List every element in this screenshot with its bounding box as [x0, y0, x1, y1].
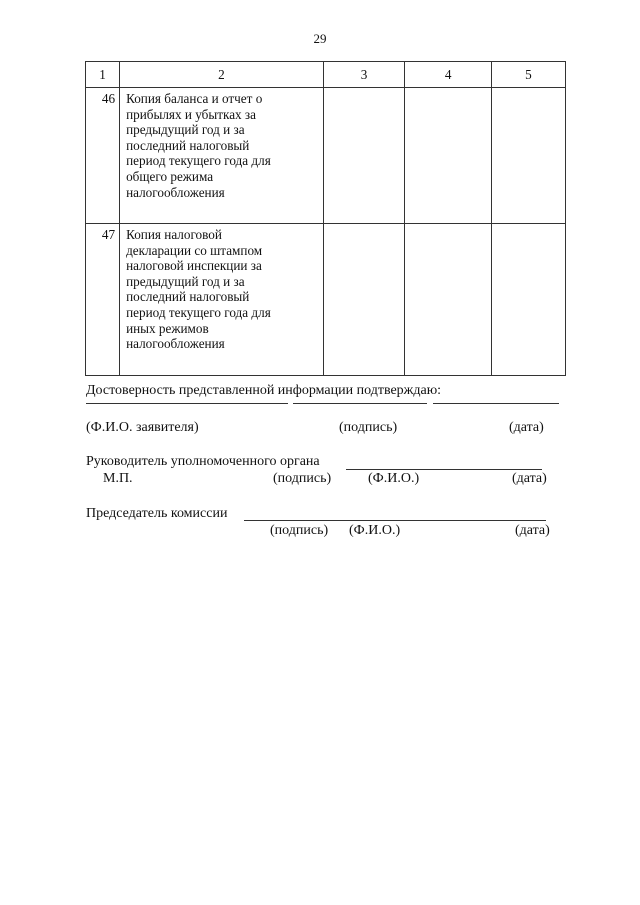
- empty-cell-5: [491, 224, 565, 376]
- commission-title: Председатель комиссии: [86, 506, 228, 521]
- row-description: [120, 88, 324, 224]
- commission-fio-label: (Ф.И.О.): [349, 523, 401, 538]
- description-line: налогообложения: [126, 184, 225, 200]
- empty-cell-4: [405, 88, 491, 224]
- header-cell-3: 3: [323, 62, 405, 88]
- authority-title: Руководитель уполномоченного органа: [86, 454, 320, 469]
- commission-signature-field[interactable]: [244, 520, 546, 521]
- header-cell-4: 4: [405, 62, 491, 88]
- table-row: [86, 224, 566, 376]
- row-number: 47: [86, 224, 120, 376]
- commission-signature-label: (подпись): [270, 523, 329, 538]
- applicant-signature-label: (подпись): [339, 420, 398, 435]
- empty-cell-4: [405, 224, 491, 376]
- description-line: последний налоговый: [126, 137, 250, 153]
- description-line: период текущего года для: [126, 304, 271, 320]
- confirmation-statement: Достоверность представленной информации подтверждаю:: [86, 383, 442, 398]
- header-cell-1: 1: [86, 62, 120, 88]
- empty-cell-3: [323, 224, 405, 376]
- header-cell-2: 2: [120, 62, 324, 88]
- seal-label: М.П.: [103, 471, 133, 486]
- commission-date-label: (дата): [515, 523, 550, 538]
- description-line: декларации со штампом: [126, 242, 263, 258]
- description-line: последний налоговый: [126, 289, 250, 305]
- description-line: предыдущий год и за: [126, 122, 245, 138]
- empty-cell-3: [323, 88, 405, 224]
- authority-date-label: (дата): [512, 471, 547, 486]
- description-line: прибылях и убытках за: [126, 106, 256, 122]
- table-header-row: [86, 62, 566, 88]
- authority-name-field[interactable]: [346, 469, 542, 470]
- row-description: [120, 224, 324, 376]
- applicant-signature-field[interactable]: [293, 403, 427, 404]
- description-line: иных режимов: [126, 320, 209, 336]
- description-line: предыдущий год и за: [126, 273, 245, 289]
- documents-table: [85, 61, 566, 376]
- authority-signature-label: (подпись): [273, 471, 332, 486]
- header-cell-5: 5: [491, 62, 565, 88]
- row-number: 46: [86, 88, 120, 224]
- description-line: общего режима: [126, 168, 214, 184]
- description-line: Копия налоговой: [126, 227, 222, 242]
- table-row: [86, 88, 566, 224]
- description-line: период текущего года для: [126, 153, 271, 169]
- applicant-date-field[interactable]: [433, 403, 559, 404]
- description-line: налоговой инспекции за: [126, 258, 262, 274]
- page-number: 29: [313, 31, 327, 46]
- description-line: Копия баланса и отчет о: [126, 91, 263, 106]
- empty-cell-5: [491, 88, 565, 224]
- applicant-date-label: (дата): [509, 420, 544, 435]
- applicant-name-field[interactable]: [86, 403, 288, 404]
- authority-fio-label: (Ф.И.О.): [368, 471, 420, 486]
- applicant-fio-label: (Ф.И.О. заявителя): [86, 420, 199, 435]
- description-line: налогообложения: [126, 336, 225, 352]
